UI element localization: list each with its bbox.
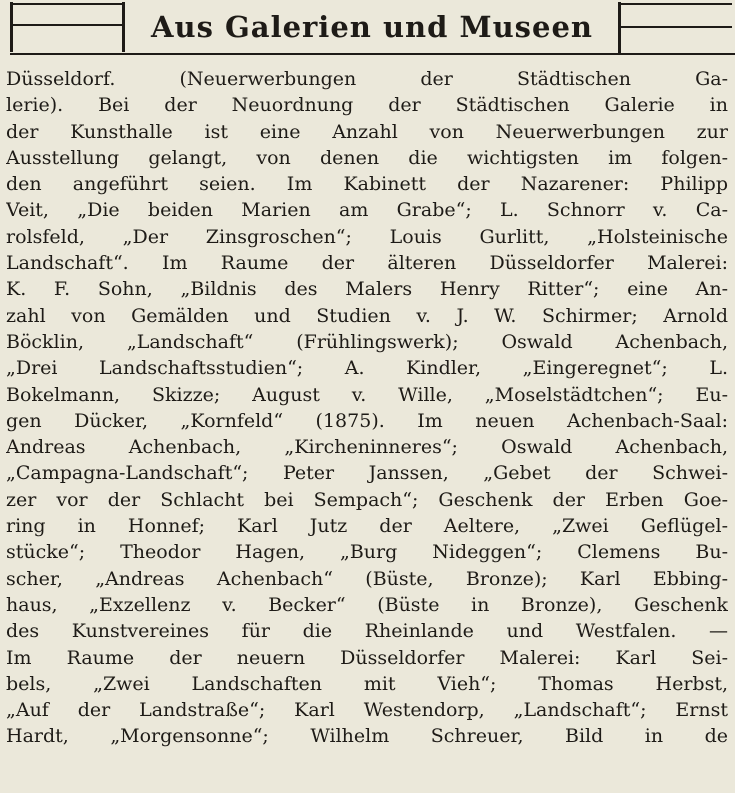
article-line: der Kunsthalle ist eine Anzahl von Neuerwerbungen zur xyxy=(6,120,728,143)
article-line: Im Raume der neuern Düsseldorfer Malerei: Karl Sei- xyxy=(6,646,728,669)
article-line: den angeführt seien. Im Kabinett der Nazarener: Philipp xyxy=(6,173,728,196)
article-line: Hardt, „Morgensonne“; Wilhelm Schreuer, Bild in de xyxy=(6,725,728,748)
article-line: lerie). Bei der Neuordnung der Städtischen Galerie in xyxy=(6,94,728,117)
article-line: haus, „Exzellenz v. Becker“ (Büste in Bronze), Geschenk xyxy=(6,593,728,616)
article-line: des Kunstvereines für die Rheinlande und Westfalen. — xyxy=(6,620,728,643)
article-line: Landschaft“. Im Raume der älteren Düsseldorfer Malerei: xyxy=(6,252,728,275)
header-rule-bottom xyxy=(10,53,735,55)
article-line: zahl von Gemälden und Studien v. J. W. Schirmer; Arnold xyxy=(6,304,728,327)
article-line: bels, „Zwei Landschaften mit Vieh“; Thomas Herbst, xyxy=(6,672,728,695)
header-bar-left-outer xyxy=(10,2,13,52)
article-line: Veit, „Die beiden Marien am Grabe“; L. Schnorr v. Ca- xyxy=(6,199,728,222)
article-line: rolsfeld, „Der Zinsgroschen“; Louis Gurlitt, „Holsteinische xyxy=(6,225,728,248)
article-line: stücke“; Theodor Hagen, „Burg Nideggen“; Clemens Bu- xyxy=(6,541,728,564)
header-rule-right-top xyxy=(620,3,732,5)
article-body xyxy=(6,66,728,750)
article-line: „Auf der Landstraße“; Karl Westendorp, „Landschaft“; Ernst xyxy=(6,699,728,722)
article-line: „Campagna-Landschaft“; Peter Janssen, „Gebet der Schwei- xyxy=(6,462,728,485)
header-rule-right-middle xyxy=(620,26,732,28)
article-line: ring in Honnef; Karl Jutz der Aeltere, „Zwei Geflügel- xyxy=(6,515,728,538)
article-line: K. F. Sohn, „Bildnis des Malers Henry Ritter“; eine An- xyxy=(6,278,728,301)
section-header xyxy=(0,0,735,60)
header-rule-left-top xyxy=(12,3,124,5)
article-line: „Drei Landschaftsstudien“; A. Kindler, „Eingeregnet“; L. xyxy=(6,357,728,380)
article-line: Ausstellung gelangt, von denen die wichtigsten im folgen- xyxy=(6,146,728,169)
article-line: zer vor der Schlacht bei Sempach“; Geschenk der Erben Goe- xyxy=(6,488,728,511)
article-line: gen Dücker, „Kornfeld“ (1875). Im neuen Achenbach-Saal: xyxy=(6,409,728,432)
article-line: Andreas Achenbach, „Kircheninneres“; Oswald Achenbach, xyxy=(6,436,728,459)
article-line: Böcklin, „Landschaft“ (Frühlingswerk); Oswald Achenbach, xyxy=(6,330,728,353)
article-line: Bokelmann, Skizze; August v. Wille, „Moselstädtchen“; Eu- xyxy=(6,383,728,406)
section-title: Aus Galerien und Museen xyxy=(151,10,593,44)
header-rule-left-middle xyxy=(12,24,124,26)
article-line: scher, „Andreas Achenbach“ (Büste, Bronze); Karl Ebbing- xyxy=(6,567,728,590)
article-line: Düsseldorf. (Neuerwerbungen der Städtischen Ga- xyxy=(6,68,728,90)
